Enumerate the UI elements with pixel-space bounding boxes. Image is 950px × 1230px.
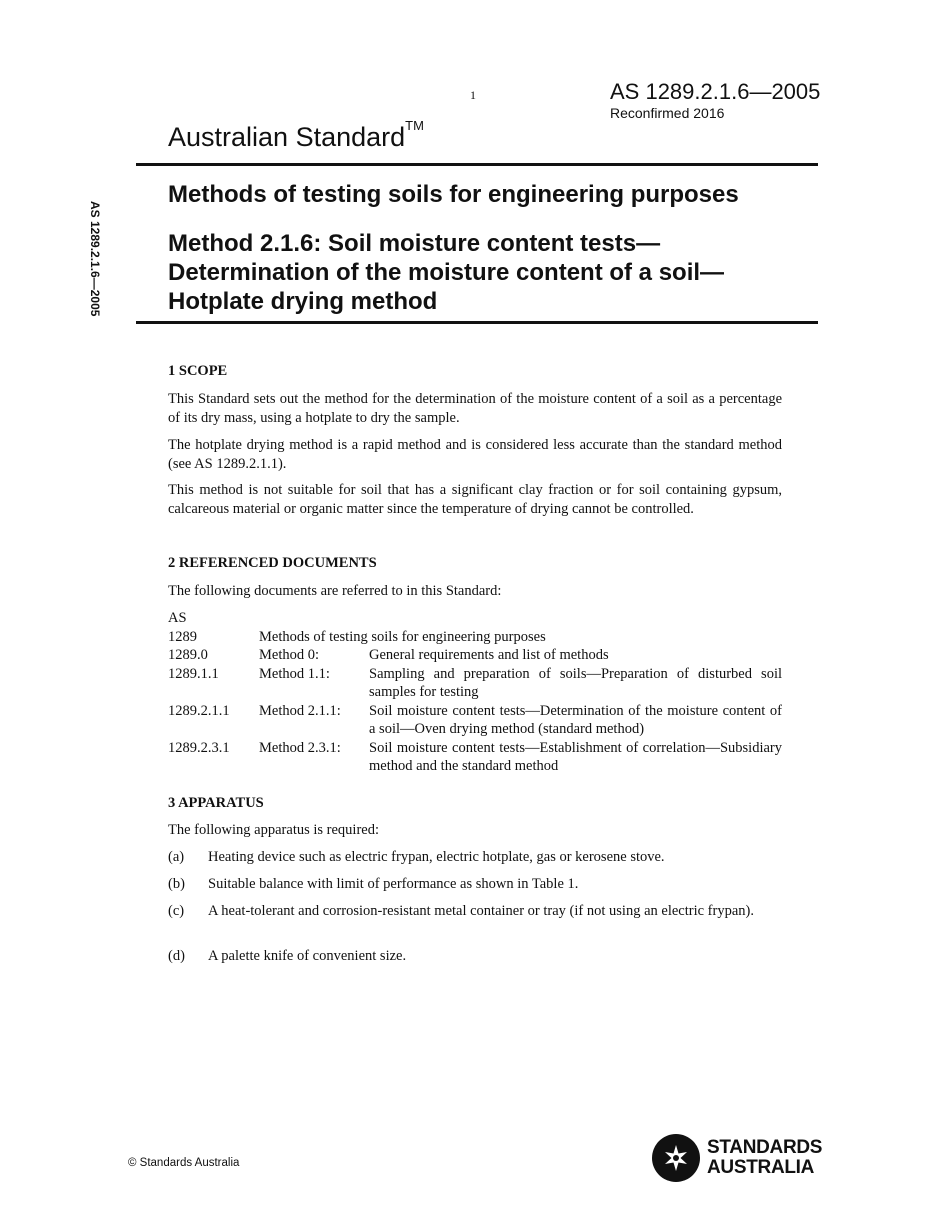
list-item-letter: (b) <box>168 876 185 892</box>
reference-code: 1289.2.3.1 <box>168 739 230 756</box>
star-circle-icon <box>651 1133 701 1183</box>
section-heading-apparatus: 3 APPARATUS <box>168 795 264 811</box>
reference-title: Sampling and preparation of soils—Preparation of disturbed soil samples for testing <box>369 665 782 700</box>
reference-title: Soil moisture content tests—Determination of the moisture content of a soil—Oven drying method (standard method) <box>369 702 782 737</box>
list-item <box>168 947 782 966</box>
list-item-text: A heat-tolerant and corrosion-resistant metal container or tray (if not using an electric frypan). <box>208 903 754 919</box>
list-item-text: Suitable balance with limit of performance as shown in Table 1. <box>208 876 579 892</box>
reference-code: 1289.1.1 <box>168 665 219 682</box>
scope-paragraph: The hotplate drying method is a rapid method and is considered less accurate than the standard method (see AS 1289.2.1.1). <box>168 437 782 472</box>
document-title: Methods of testing soils for engineering purposes <box>168 181 739 208</box>
reference-method: Method 0: <box>259 647 320 663</box>
references-series <box>168 609 782 628</box>
reference-code: 1289.2.1.1 <box>168 702 230 719</box>
reference-code: 1289 <box>168 628 197 645</box>
list-item-text: Heating device such as electric frypan, electric hotplate, gas or kerosene stove. <box>208 849 665 865</box>
list-item-letter: (d) <box>168 948 185 964</box>
scope-paragraph: This method is not suitable for soil that has a significant clay fraction or for soil containing gypsum, calcareous material or organic matter since the temperature of drying cannot be controlled. <box>168 482 782 517</box>
page-number: 1 <box>470 88 476 102</box>
reference-title: Soil moisture content tests—Establishment of correlation—Subsidiary method and the standard method <box>369 739 782 774</box>
table-row <box>168 702 782 739</box>
method-title <box>168 229 808 316</box>
brand-title-text: Australian Standard <box>168 122 406 152</box>
brand-title <box>168 118 424 153</box>
list-item <box>168 902 782 921</box>
list-item-letter: (c) <box>168 903 185 919</box>
standard-number: AS 1289.2.1.6—2005 <box>610 79 821 104</box>
reconfirmed-label: Reconfirmed 2016 <box>610 105 725 121</box>
apparatus-intro: The following apparatus is required: <box>168 822 379 838</box>
references-table <box>168 609 782 776</box>
table-row <box>168 665 782 702</box>
copyright-notice: © Standards Australia <box>128 1157 240 1169</box>
method-title-line: Determination of the moisture content of a soil— <box>168 259 725 286</box>
reference-method: Method 1.1: <box>259 665 330 682</box>
list-item <box>168 875 782 894</box>
table-row <box>168 646 782 665</box>
logo-line: AUSTRALIA <box>707 1157 815 1178</box>
reference-method: Method 2.3.1: <box>259 739 341 756</box>
table-row <box>168 739 782 776</box>
logo-wordmark <box>707 1138 822 1178</box>
scope-paragraph: This Standard sets out the method for the determination of the moisture content of a soil as a percentage of its dry mass, using a hotplate to dry the sample. <box>168 391 782 426</box>
reference-code: 1289.0 <box>168 647 208 663</box>
side-label: AS 1289.2.1.6—2005 <box>88 201 102 317</box>
reference-method: Method 2.1.1: <box>259 702 341 719</box>
list-item <box>168 848 782 867</box>
list-item-text: A palette knife of convenient size. <box>208 948 407 964</box>
section-heading-references: 2 REFERENCED DOCUMENTS <box>168 555 377 571</box>
reference-title: Methods of testing soils for engineering purposes <box>259 628 546 645</box>
top-rule <box>136 163 818 166</box>
table-row <box>168 628 782 647</box>
standards-australia-logo <box>651 1133 822 1183</box>
trademark-mark: TM <box>405 118 424 133</box>
list-item-letter: (a) <box>168 849 185 865</box>
logo-line: STANDARDS <box>707 1137 823 1158</box>
references-intro: The following documents are referred to in this Standard: <box>168 583 502 599</box>
method-title-line: Hotplate drying method <box>168 288 438 315</box>
reference-title: General requirements and list of methods <box>369 647 609 663</box>
bottom-rule <box>136 321 818 324</box>
series-label: AS <box>168 610 187 626</box>
method-title-line: Method 2.1.6: Soil moisture content tests— <box>168 230 661 257</box>
section-heading-scope: 1 SCOPE <box>168 363 228 379</box>
